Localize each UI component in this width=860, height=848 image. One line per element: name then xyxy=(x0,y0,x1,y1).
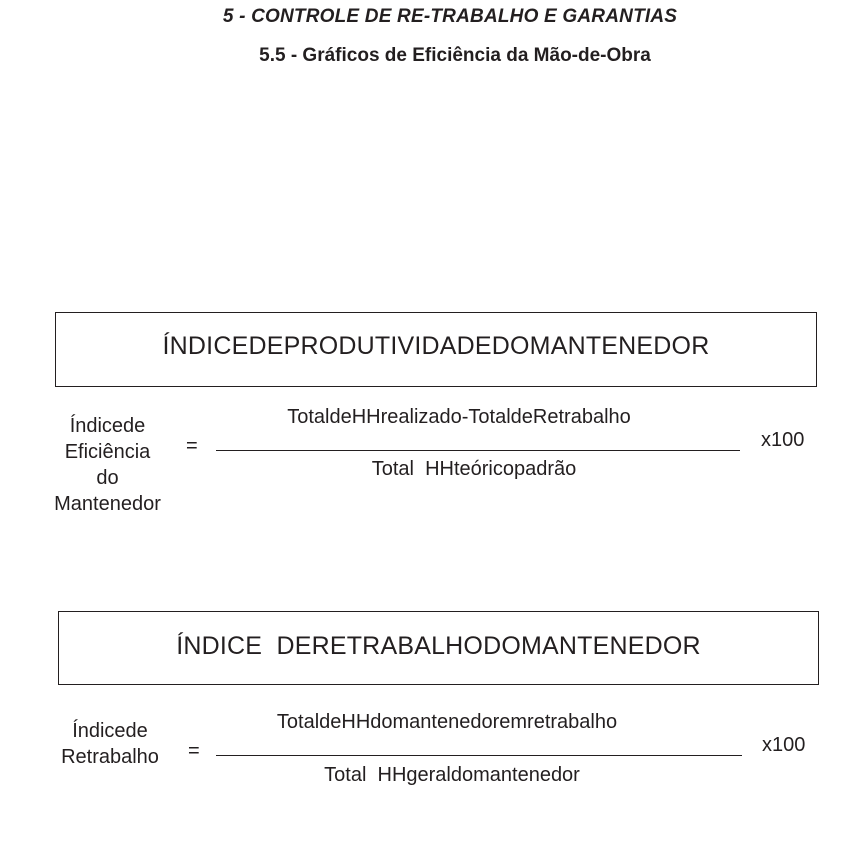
label-line: Eficiência xyxy=(64,441,151,463)
rework-index-title: ÍNDICE DERETRABALHODOMANTENEDOR xyxy=(176,631,701,660)
denominator: Total HHgeraldomantenedor xyxy=(324,764,580,786)
label-line: Índicede xyxy=(72,720,148,742)
numerator: TotaldeHHrealizado-TotaldeRetrabalho xyxy=(287,406,631,428)
equals-sign: = xyxy=(186,435,198,457)
label-line: Mantenedor xyxy=(54,493,161,515)
sub-title: 5.5 - Gráficos de Eficiência da Mão-de-Obra xyxy=(259,45,651,66)
rework-index-box xyxy=(58,611,819,685)
multiplier: x100 xyxy=(762,734,806,756)
fraction-line xyxy=(216,450,740,451)
equals-sign: = xyxy=(188,740,200,762)
productivity-index-box xyxy=(55,312,817,387)
label-line: do xyxy=(96,467,119,489)
fraction-line xyxy=(216,755,742,756)
numerator: TotaldeHHdomantenedoremretrabalho xyxy=(276,711,618,733)
label-line: Índicede xyxy=(69,415,146,437)
multiplier: x100 xyxy=(761,429,805,451)
efficiency-index-label xyxy=(40,413,175,517)
rework-index-label xyxy=(45,718,175,770)
productivity-index-title: ÍNDICEDEPRODUTIVIDADEDOMANTENEDOR xyxy=(162,332,710,360)
section-title: 5 - CONTROLE DE RE-TRABALHO E GARANTIAS xyxy=(222,6,678,27)
label-line: Retrabalho xyxy=(61,746,159,768)
denominator: Total HHteóricopadrão xyxy=(371,458,577,480)
